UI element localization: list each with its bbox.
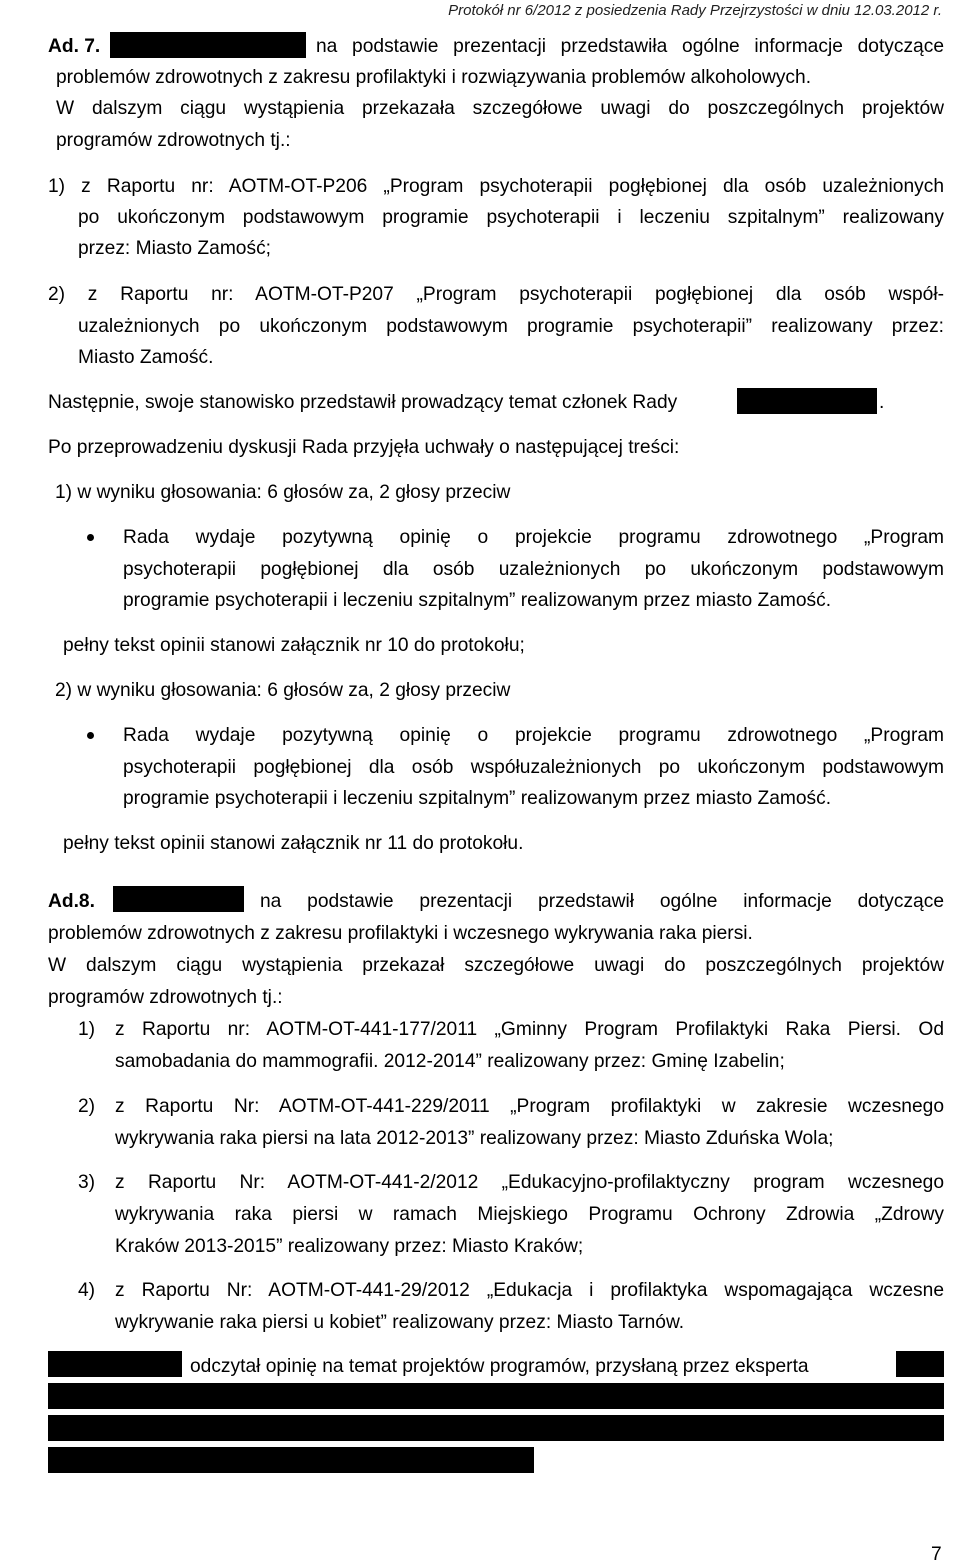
page-number: 7 [931,1544,942,1565]
bullet-icon [87,534,94,541]
running-header: Protokół nr 6/2012 z posiedzenia Rady Przejrzystości w dniu 12.03.2012 r. [448,2,942,19]
ad7-item-2-line-3: Miasto Zamość. [78,347,214,368]
redaction-block [48,1383,944,1409]
redaction-block [48,1415,944,1441]
ad7-intro-line-3: W dalszym ciągu wystąpienia przekazała szczegółowe uwagi do poszczególnych projektów [56,98,944,119]
bullet-icon [87,732,94,739]
ad8-intro-line-2: problemów zdrowotnych z zakresu profilaktyki i wczesnego wykrywania raka piersi. [48,923,753,944]
member-line: Następnie, swoje stanowisko przedstawił prowadzący temat członek Rady [48,392,678,413]
ad8-intro-line-3: W dalszym ciągu wystąpienia przekazał szczegółowe uwagi do poszczególnych projektów [48,955,944,976]
ad8-intro-line-1: na podstawie prezentacji przedstawił ogólne informacje dotyczące [260,891,944,912]
ad8-item-1-line-1: z Raportu nr: AOTM-OT-441-177/2011 „Gminny Program Profilaktyki Raka Piersi. Od [115,1019,944,1040]
ad7-intro-line-2: problemów zdrowotnych z zakresu profilaktyki i rozwiązywania problemów alkoholowych. [56,67,812,88]
vote-1-bullet-line-3: programie psychoterapii i leczeniu szpitalnym” realizowanym przez miasto Zamość. [123,590,832,611]
member-line-end: . [879,392,885,413]
redaction-block [896,1351,944,1377]
ad8-item-4-line-2: wykrywanie raka piersi u kobiet” realizowany przez: Miasto Tarnów. [115,1312,685,1333]
vote-1-line: 1) w wyniku głosowania: 6 głosów za, 2 głosy przeciw [55,482,511,503]
ad8-heading: Ad.8. [48,891,95,912]
ad8-intro-line-4: programów zdrowotnych tj.: [48,987,283,1008]
ad7-intro-line-4: programów zdrowotnych tj.: [56,130,291,151]
vote-1-bullet-line-1: Rada wydaje pozytywną opinię o projekcie programu zdrowotnego „Program [123,527,944,548]
redaction-block [48,1351,182,1377]
redaction-block [110,32,306,58]
ad8-item-4-number: 4) [78,1280,96,1301]
vote-2-line: 2) w wyniku głosowania: 6 głosów za, 2 głosy przeciw [55,680,511,701]
vote-2-attachment: pełny tekst opinii stanowi załącznik nr 11 do protokołu. [63,833,524,854]
ad8-item-1-number: 1) [78,1019,96,1040]
ad7-item-1-line-1: 1) z Raportu nr: AOTM-OT-P206 „Program psychoterapii pogłębionej dla osób uzależnionych [48,176,944,197]
ad7-heading: Ad. 7. [48,36,101,57]
vote-1-bullet-line-2: psychoterapii pogłębionej dla osób uzależnionych po ukończonym podstawowym [123,559,944,580]
vote-2-bullet-line-1: Rada wydaje pozytywną opinię o projekcie programu zdrowotnego „Program [123,725,944,746]
discussion-line: Po przeprowadzeniu dyskusji Rada przyjęła uchwały o następującej treści: [48,437,680,458]
ad8-item-3-line-2: wykrywania raka piersi w ramach Miejskiego Programu Ochrony Zdrowia „Zdrowy [115,1204,944,1225]
expert-line: odczytał opinię na temat projektów programów, przysłaną przez eksperta [190,1356,809,1377]
ad7-item-1-line-2: po ukończonym podstawowym programie psychoterapii i leczeniu szpitalnym” realizowany [78,207,944,228]
ad8-item-1-line-2: samobadania do mammografii. 2012-2014” realizowany przez: Gminę Izabelin; [115,1051,785,1072]
ad8-item-3-number: 3) [78,1172,96,1193]
ad7-item-2-line-2: uzależnionych po ukończonym podstawowym programie psychoterapii” realizowany przez: [78,316,944,337]
ad8-item-2-line-2: wykrywania raka piersi na lata 2012-2013” realizowany przez: Miasto Zduńska Wola; [115,1128,834,1149]
vote-2-bullet-line-3: programie psychoterapii i leczeniu szpitalnym” realizowanym przez miasto Zamość. [123,788,832,809]
ad7-intro-line-1: na podstawie prezentacji przedstawiła ogólne informacje dotyczące [316,36,944,57]
vote-2-bullet-line-2: psychoterapii pogłębionej dla osób współuzależnionych po ukończonym podstawowym [123,757,944,778]
ad7-item-1-line-3: przez: Miasto Zamość; [78,238,271,259]
ad7-item-2-line-1: 2) z Raportu nr: AOTM-OT-P207 „Program psychoterapii pogłębionej dla osób współ- [48,284,944,305]
ad8-item-2-number: 2) [78,1096,96,1117]
ad8-item-2-line-1: z Raportu Nr: AOTM-OT-441-229/2011 „Program profilaktyki w zakresie wczesnego [115,1096,944,1117]
redaction-block [113,886,244,912]
ad8-item-3-line-3: Kraków 2013-2015” realizowany przez: Miasto Kraków; [115,1236,584,1257]
redaction-block [48,1447,534,1473]
ad8-item-4-line-1: z Raportu Nr: AOTM-OT-441-29/2012 „Edukacja i profilaktyka wspomagająca wczesne [115,1280,944,1301]
vote-1-attachment: pełny tekst opinii stanowi załącznik nr 10 do protokołu; [63,635,525,656]
redaction-block [737,388,877,414]
ad8-item-3-line-1: z Raportu Nr: AOTM-OT-441-2/2012 „Edukacyjno-profilaktyczny program wczesnego [115,1172,944,1193]
